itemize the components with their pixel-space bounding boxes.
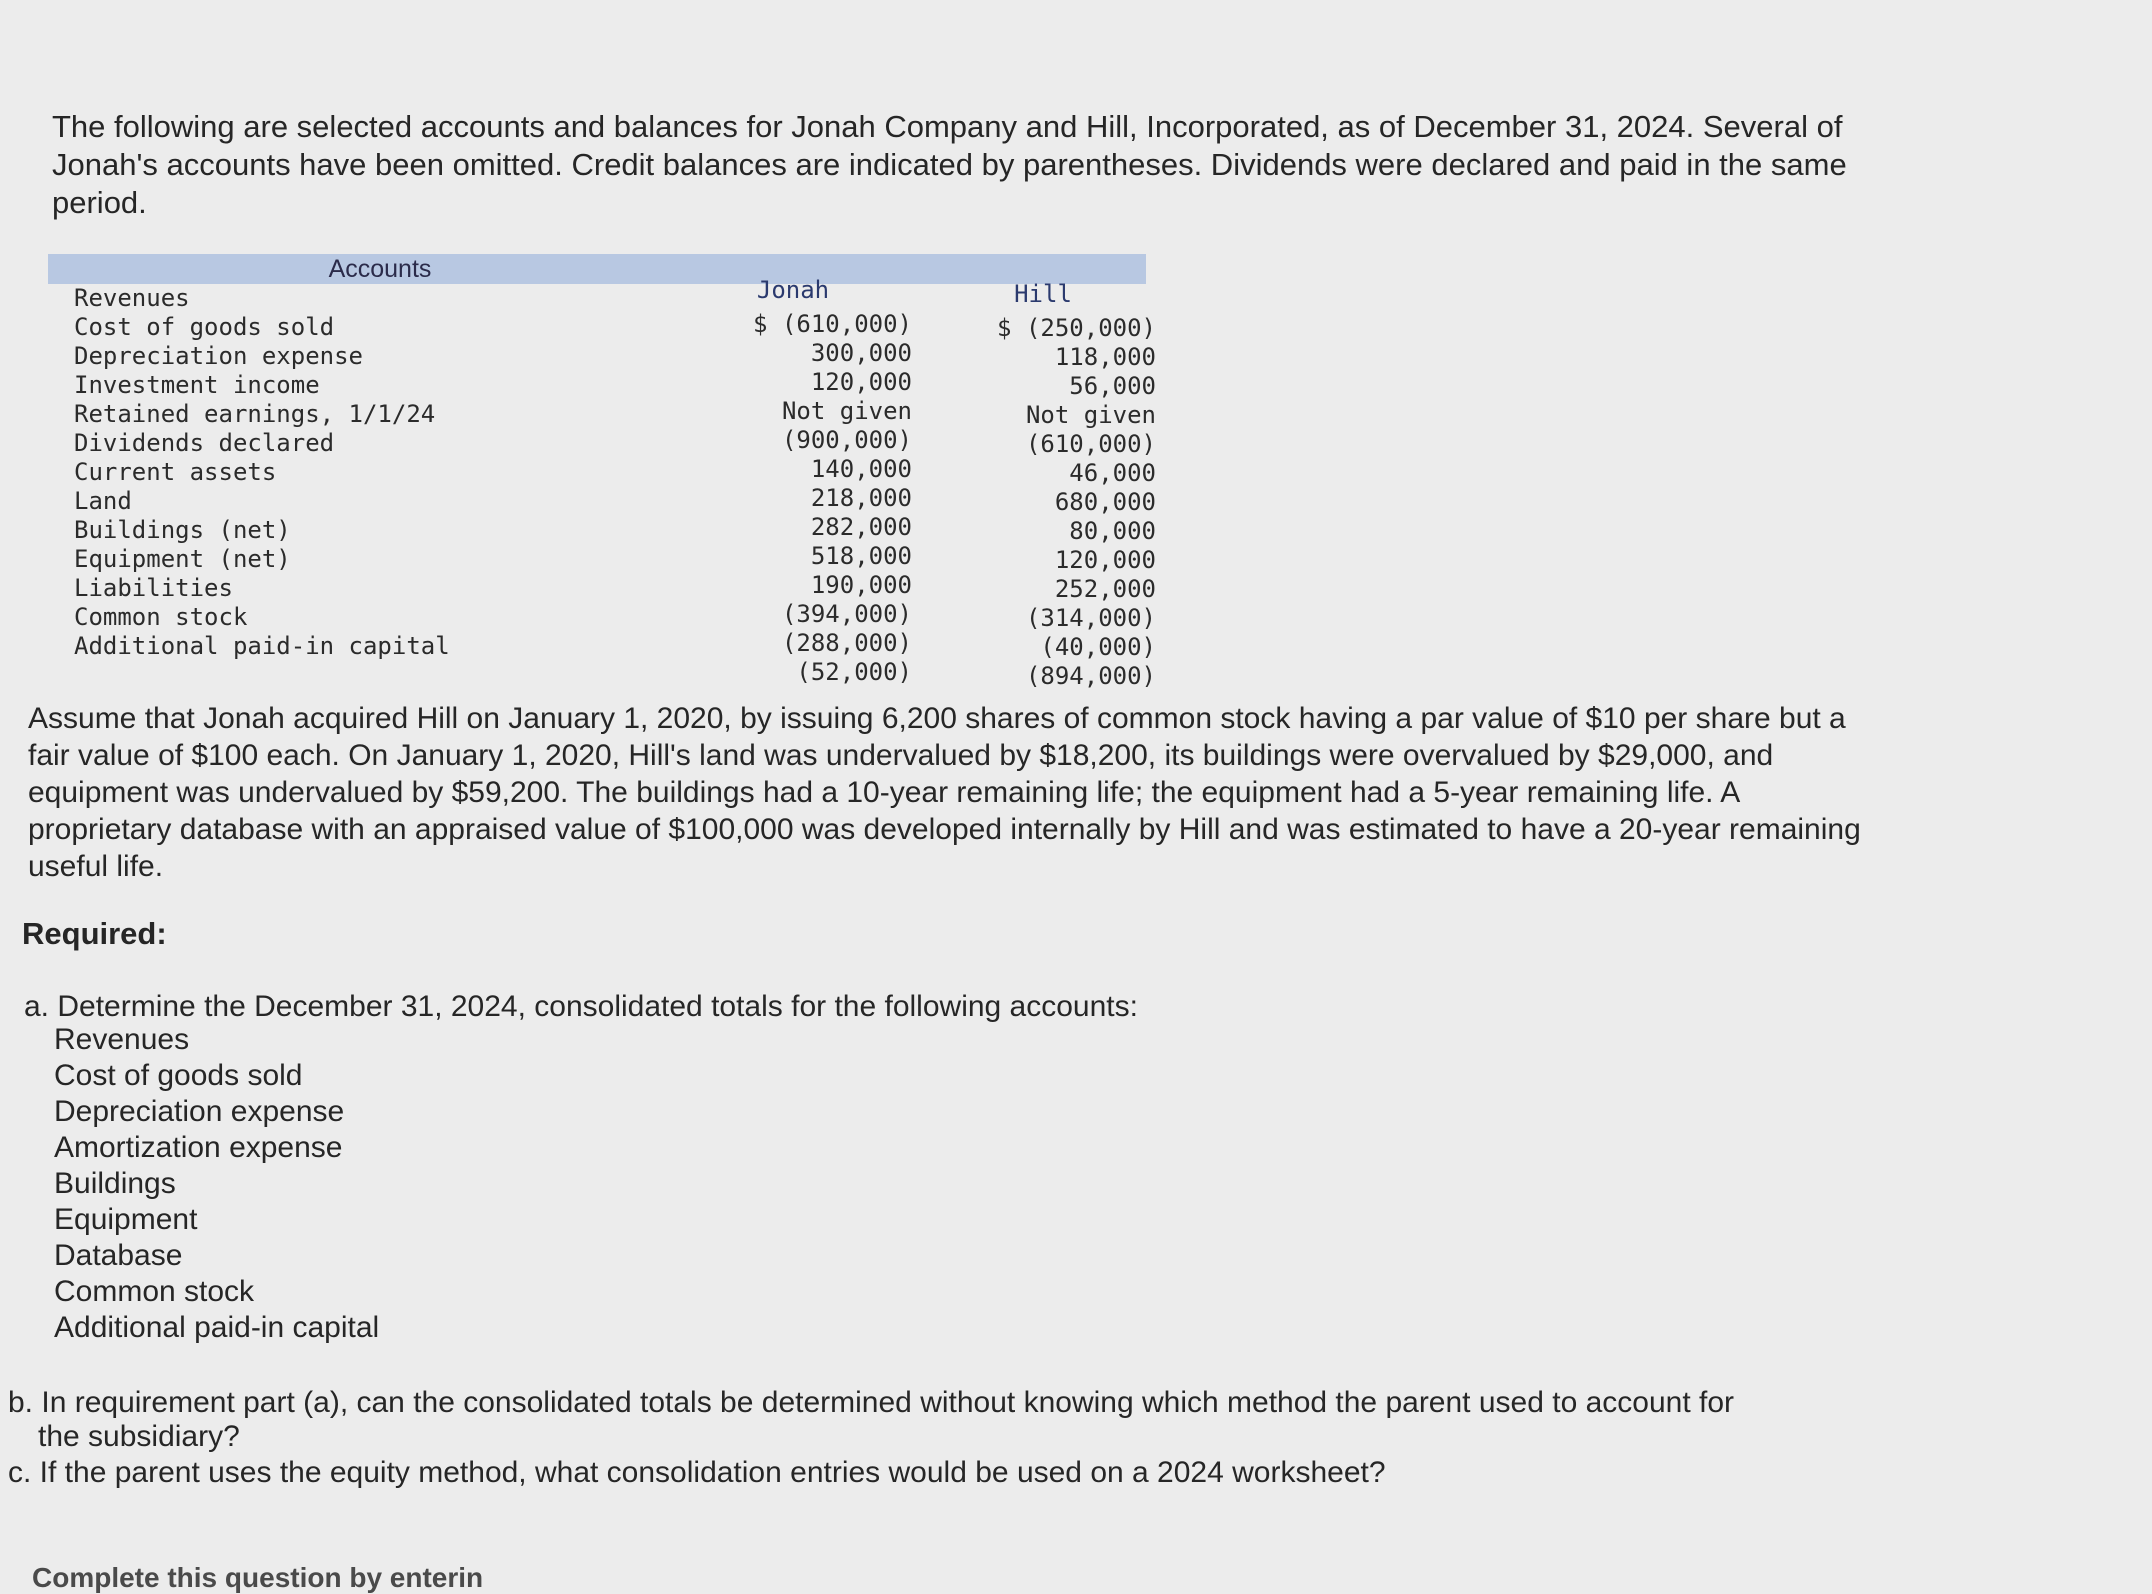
- intro-paragraph: The following are selected accounts and balances for Jonah Company and Hill, Incorporated, as of December 31, 2024. Several of Jonah's accounts have been omitted. Credit balances are indicated by parentheses. Dividends were declared and paid in the same period.: [52, 109, 1847, 220]
- list-item: Revenues: [54, 1023, 190, 1056]
- account-name: Current assets: [74, 458, 277, 486]
- list-item: Database: [54, 1239, 183, 1272]
- header-accounts: Accounts: [328, 255, 432, 283]
- account-name: Depreciation expense: [74, 342, 363, 370]
- jonah-value: 120,000: [810, 368, 912, 396]
- hill-value: (314,000): [1025, 604, 1156, 632]
- jonah-value: (900,000): [781, 426, 912, 454]
- assumption-paragraph: Assume that Jonah acquired Hill on January 1, 2020, by issuing 6,200 shares of common stock having a par value of $10 per share but a fair value of $100 each. On January 1, 2020, Hill's land was undervalued by $18,200, its buildings were overvalued by $29,000, and equipment was undervalued by $59,200. The buildings had a 10-year remaining life; the equipment had a 5-year remaining life. A proprietary database with an appraised value of $100,000 was developed internally by Hill and was estimated to have a 20-year remaining useful life.: [28, 702, 1861, 883]
- column-hill: [928, 314, 1156, 691]
- list-item: Additional paid-in capital: [54, 1311, 380, 1344]
- jonah-value: 190,000: [810, 571, 912, 599]
- account-name: Land: [74, 487, 132, 515]
- account-name: Liabilities: [74, 574, 233, 602]
- list-item: Buildings: [54, 1167, 176, 1200]
- account-name: Additional paid-in capital: [74, 632, 450, 660]
- hill-value: (894,000): [1025, 662, 1156, 690]
- hill-value: 46,000: [1069, 459, 1156, 487]
- list-item: Cost of goods sold: [54, 1059, 303, 1092]
- hill-value: 680,000: [1054, 488, 1156, 516]
- jonah-value: Not given: [781, 397, 912, 425]
- list-item: Common stock: [54, 1275, 255, 1308]
- jonah-value: 218,000: [810, 484, 912, 512]
- footer-instruction: Complete this question by enterin: [32, 1562, 484, 1593]
- list-item: Depreciation expense: [54, 1095, 345, 1128]
- hill-value: (40,000): [1040, 633, 1156, 661]
- jonah-value: 300,000: [810, 339, 912, 367]
- jonah-value: $ (610,000): [753, 310, 912, 338]
- required-heading: Required:: [22, 916, 167, 951]
- account-name: Retained earnings, 1/1/24: [74, 400, 436, 428]
- header-hill: Hill: [1014, 280, 1072, 308]
- requirement-b: [8, 1386, 1858, 1454]
- jonah-value: 518,000: [810, 542, 912, 570]
- hill-value: 120,000: [1054, 546, 1156, 574]
- column-accounts: [74, 284, 674, 661]
- account-name: Buildings (net): [74, 516, 291, 544]
- jonah-value: (288,000): [781, 629, 912, 657]
- column-jonah: [688, 310, 912, 687]
- header-jonah: Jonah: [756, 276, 830, 304]
- list-item: Equipment: [54, 1203, 198, 1236]
- requirement-c: c. If the parent uses the equity method, what consolidation entries would be used on a 2024 worksheet?: [8, 1456, 1386, 1489]
- hill-value: 118,000: [1054, 343, 1156, 371]
- hill-value: 80,000: [1069, 517, 1156, 545]
- requirement-b-line1: b. In requirement part (a), can the consolidated totals be determined without knowing which method the parent used to account for: [8, 1386, 1735, 1419]
- accounts-table: [48, 254, 1156, 690]
- hill-value: 56,000: [1069, 372, 1156, 400]
- requirement-b-line2: the subsidiary?: [38, 1420, 240, 1453]
- hill-value: 252,000: [1054, 575, 1156, 603]
- list-item: Amortization expense: [54, 1131, 343, 1164]
- account-name: Dividends declared: [74, 429, 335, 457]
- account-name: Cost of goods sold: [74, 313, 335, 341]
- account-name: Common stock: [74, 603, 248, 631]
- hill-value: $ (250,000): [997, 314, 1156, 342]
- account-name: Equipment (net): [74, 545, 291, 573]
- jonah-value: 140,000: [810, 455, 912, 483]
- requirement-a: a. Determine the December 31, 2024, consolidated totals for the following accounts:: [24, 990, 1138, 1023]
- jonah-value: (394,000): [781, 600, 912, 628]
- hill-value: (610,000): [1025, 430, 1156, 458]
- requirement-a-list: [54, 1022, 379, 1346]
- hill-value: Not given: [1025, 401, 1156, 429]
- account-name: Investment income: [74, 371, 320, 399]
- jonah-value: 282,000: [810, 513, 912, 541]
- jonah-value: (52,000): [796, 658, 912, 686]
- account-name: Revenues: [74, 284, 190, 312]
